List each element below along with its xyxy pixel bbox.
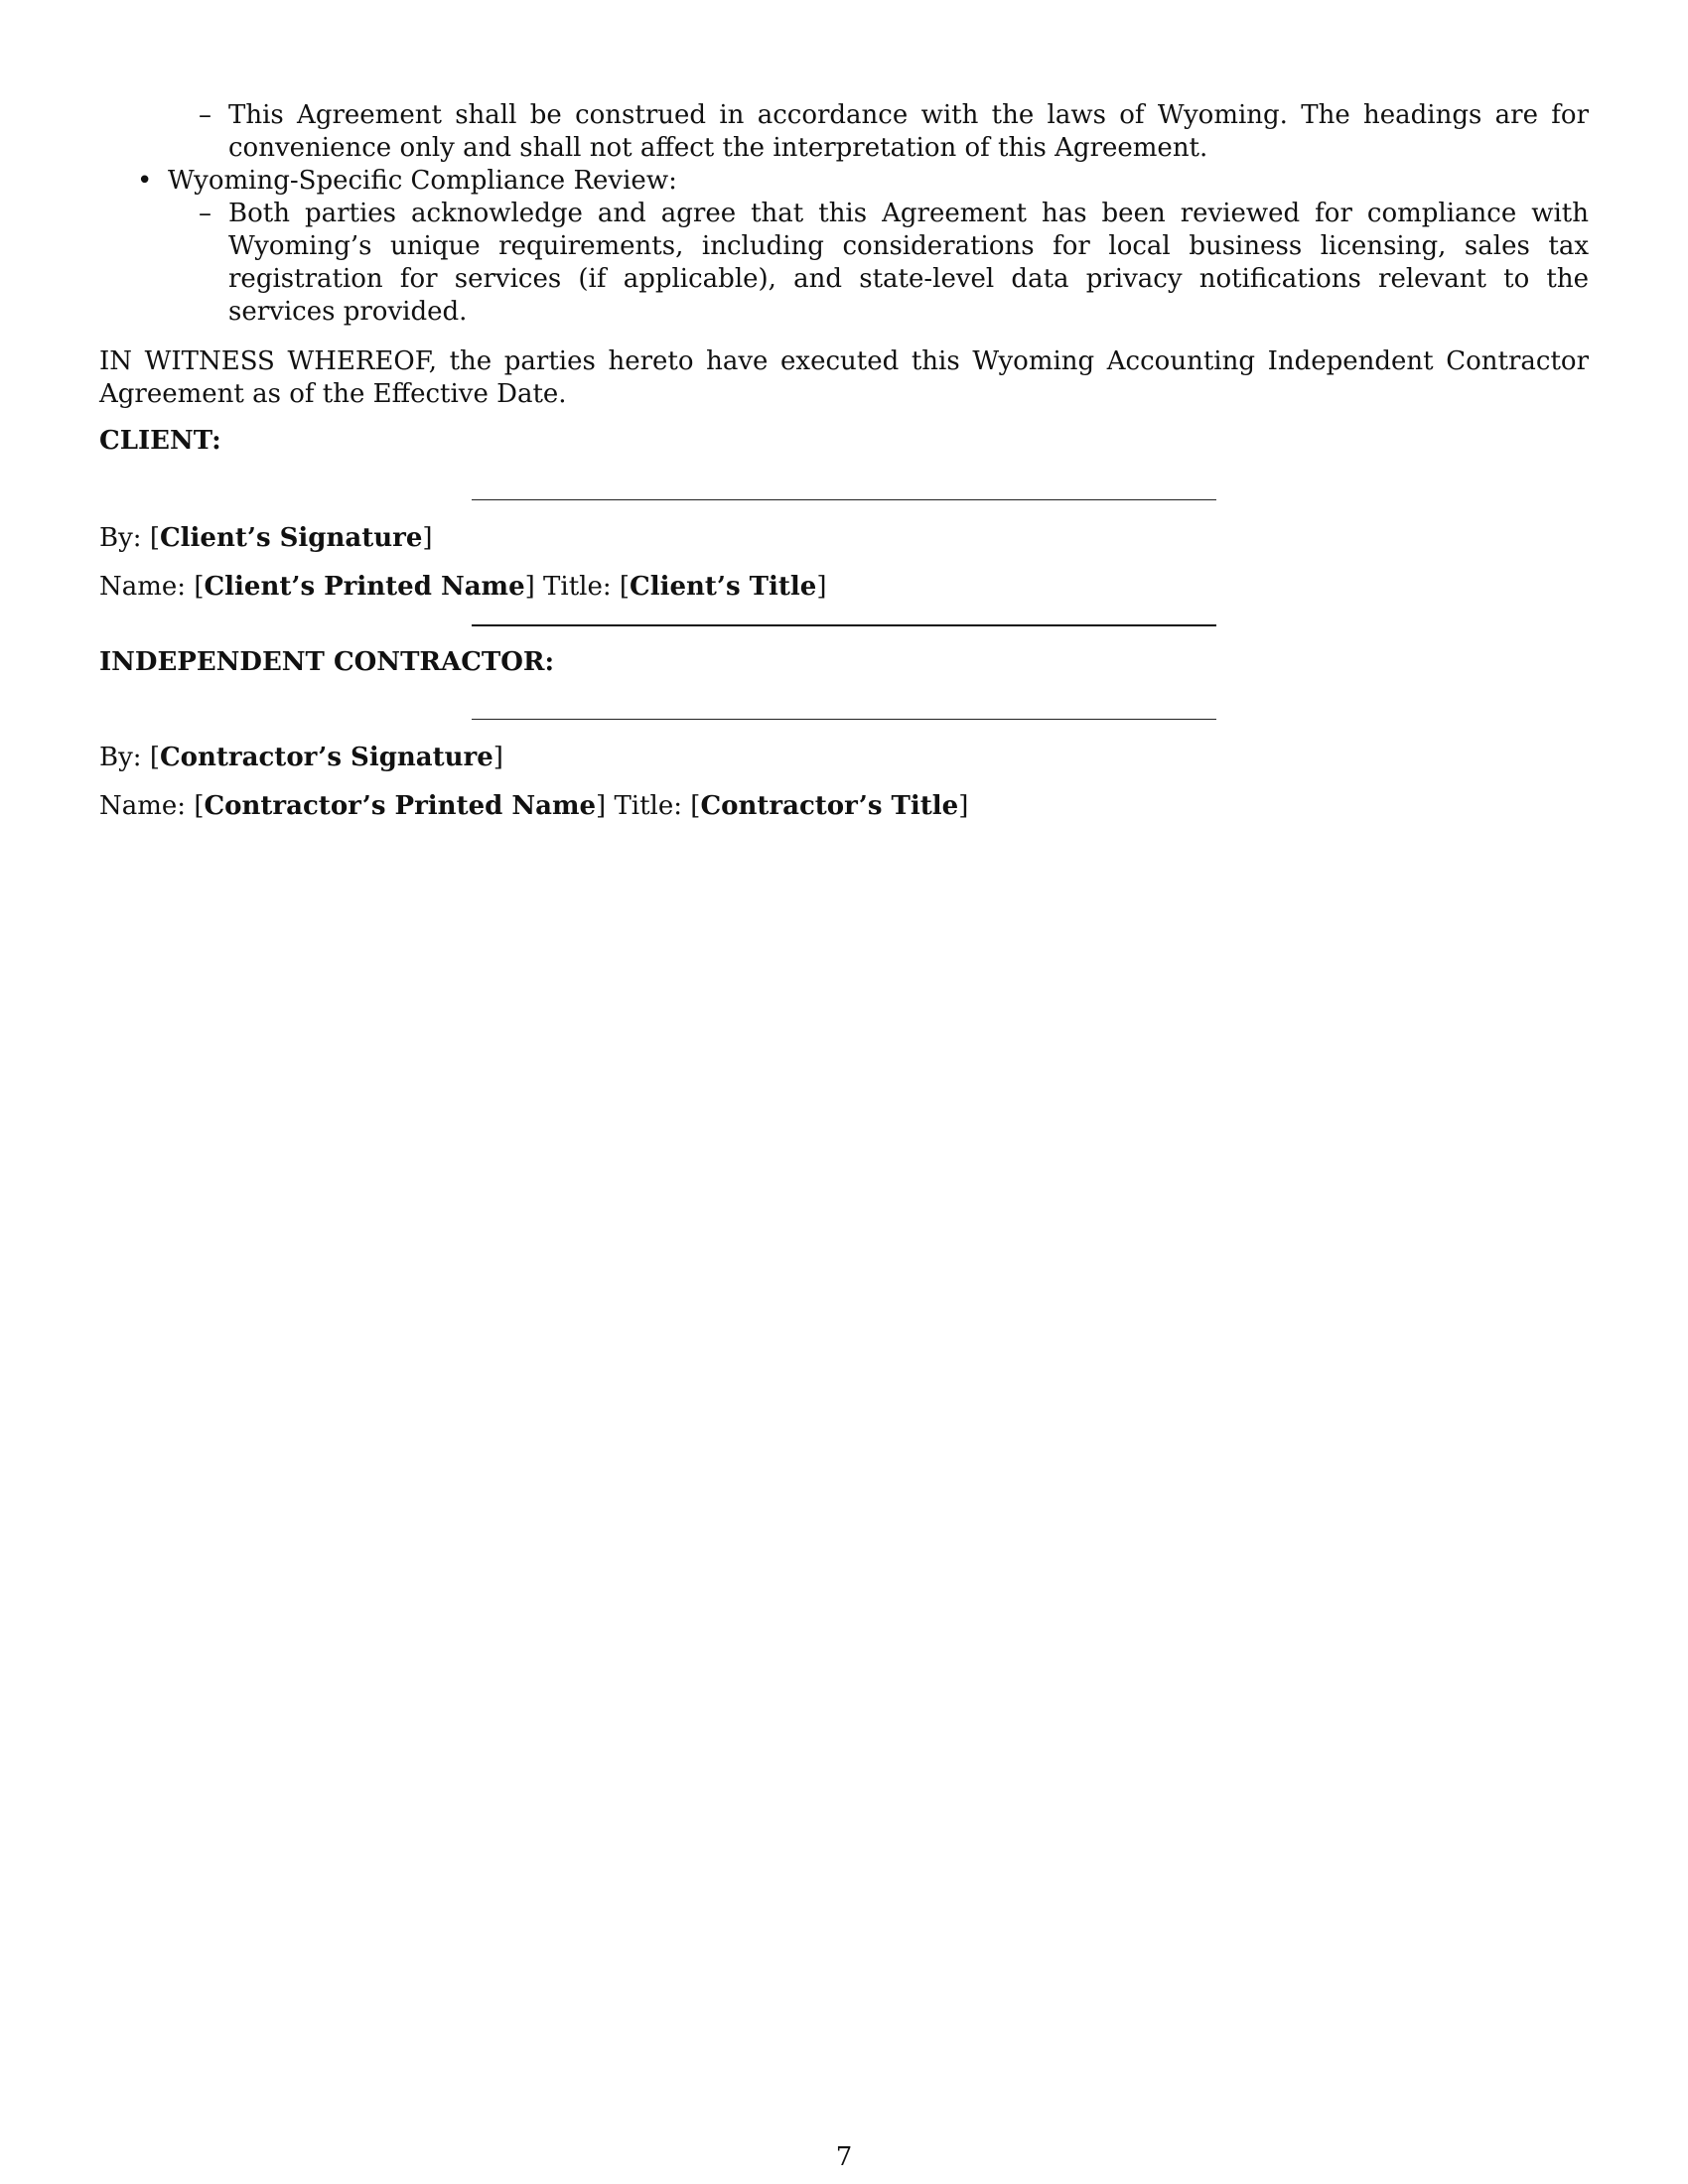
clause-construction (99, 99, 1589, 165)
dash-marker: – (199, 100, 211, 130)
contractor-by-row: By: [Contractor’s Signature] (99, 743, 503, 772)
contractor-title-label: Title: (614, 791, 683, 821)
client-signature-placeholder: Client’s Signature (159, 523, 423, 553)
client-by-label: By: (99, 523, 142, 553)
client-name-label: Name: (99, 572, 187, 602)
compliance-heading: Wyoming-Specific Compliance Review: (168, 166, 677, 196)
bullet-compliance (99, 165, 1589, 198)
client-title-placeholder: Client’s Title (630, 572, 817, 602)
contractor-signature-line (472, 719, 1216, 720)
clause-compliance (99, 198, 1589, 329)
contractor-name-row: Name: [Contractor’s Printed Name] Title: [Contractor’s Title] (99, 791, 969, 821)
client-printed-name-placeholder: Client’s Printed Name (204, 572, 525, 602)
client-heading: CLIENT: (99, 426, 221, 456)
contractor-heading: INDEPENDENT CONTRACTOR: (99, 647, 555, 677)
client-name-row: Name: [Client’s Printed Name] Title: [Client’s Title] (99, 572, 827, 602)
contractor-title-placeholder: Contractor’s Title (700, 791, 959, 821)
contractor-by-label: By: (99, 743, 142, 772)
bullet-marker: • (137, 166, 153, 196)
contractor-signature-placeholder: Contractor’s Signature (159, 743, 493, 772)
contractor-printed-name-placeholder: Contractor’s Printed Name (204, 791, 597, 821)
divider-line (472, 624, 1216, 626)
document-page (99, 99, 1589, 823)
clause-construction-text: This Agreement shall be construed in accordance with the laws of Wyoming. The headings are for convenience only and shall not affect the interpretation of this Agreement. (228, 100, 1589, 163)
contractor-name-label: Name: (99, 791, 187, 821)
witness-paragraph: IN WITNESS WHEREOF, the parties hereto have executed this Wyoming Accounting Independent Contractor Agreement as of the Effective Date. (99, 346, 1589, 409)
client-by-row: By: [Client’s Signature] (99, 523, 433, 553)
dash-marker: – (199, 199, 211, 228)
client-title-label: Title: (543, 572, 612, 602)
clause-compliance-text: Both parties acknowledge and agree that this Agreement has been reviewed for compliance with Wyoming’s unique requirements, including considerations for local business licensing, sales tax registration for services (if applicable), and state-level data privacy notifications relevant to the services provided. (228, 199, 1589, 327)
client-signature-line (472, 499, 1216, 500)
page-number: 7 (835, 2142, 853, 2172)
